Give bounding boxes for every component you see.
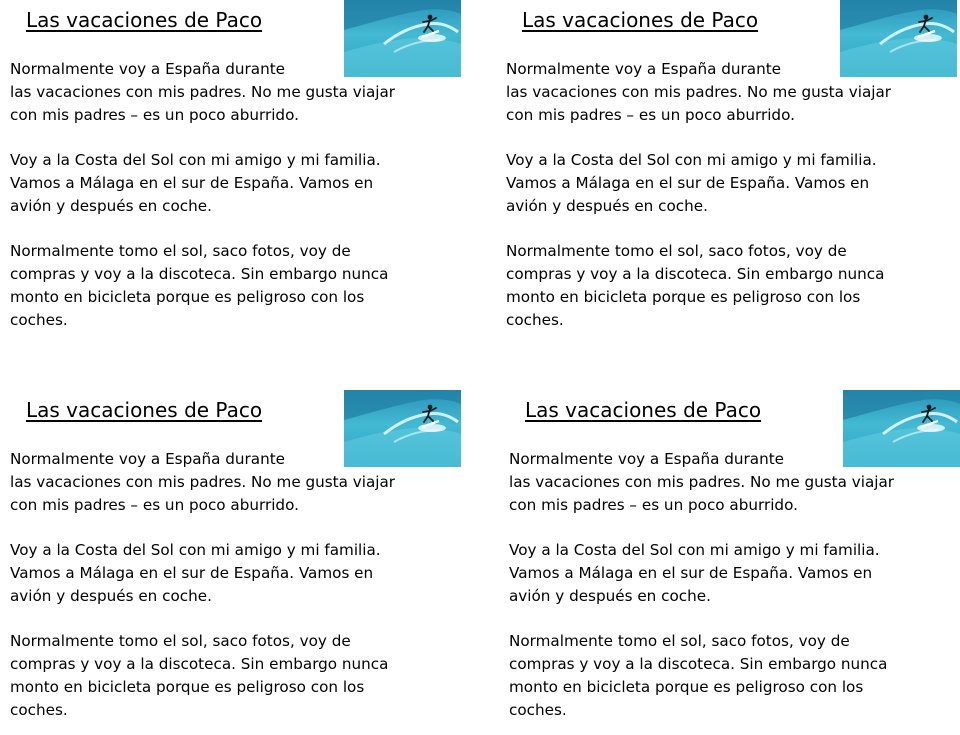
text-line: monto en bicicleta porque es peligroso con los [506,287,861,306]
paragraph [10,448,470,516]
text-line: con mis padres – es un poco aburrido. [10,495,299,514]
text-line: Normalmente voy a España durante [509,450,785,468]
text-line: coches. [506,310,564,329]
card-title: Las vacaciones de Paco [525,398,762,422]
text-line: con mis padres – es un poco aburrido. [509,495,798,514]
text-line: Normalmente tomo el sol, saco fotos, voy de [509,632,850,651]
text-line: las vacaciones con mis padres. No me gusta viajar [509,472,895,491]
text-line: Vamos a Málaga en el sur de España. Vamos en [10,173,374,192]
text-line: Normalmente tomo el sol, saco fotos, voy de [10,242,351,261]
text-line: coches. [10,700,68,719]
card-1 [10,0,480,345]
paragraph-gap [509,608,960,631]
text-line: Vamos a Málaga en el sur de España. Vamos en [509,563,873,582]
paragraph-gap [509,516,960,539]
paragraph [509,448,960,516]
text-line: Normalmente voy a España durante [10,60,286,78]
text-line: Voy a la Costa del Sol con mi amigo y mi familia. [506,151,877,170]
paragraph-gap [10,608,470,631]
text-line: compras y voy a la discoteca. Sin embargo nunca [10,655,389,674]
paragraph-gap [10,218,470,241]
card-2 [506,0,960,345]
text-line: avión y después en coche. [509,586,711,605]
paragraph [10,58,470,126]
text-line: con mis padres – es un poco aburrido. [10,105,299,124]
paragraph [10,539,470,607]
text-line: monto en bicicleta porque es peligroso con los [509,677,864,696]
text-line: las vacaciones con mis padres. No me gusta viajar [10,472,396,491]
paragraph-gap [506,218,960,241]
card-body [10,448,470,722]
paragraph [10,149,470,217]
card-3 [10,390,480,735]
text-line: Normalmente tomo el sol, saco fotos, voy de [10,632,351,651]
paragraph [10,630,470,721]
paragraph [509,630,960,721]
paragraph [506,58,960,126]
text-line: compras y voy a la discoteca. Sin embargo nunca [10,265,389,284]
text-line: Normalmente voy a España durante [506,60,782,78]
paragraph [10,240,470,331]
card-title: Las vacaciones de Paco [26,398,263,422]
paragraph-gap [10,516,470,539]
text-line: monto en bicicleta porque es peligroso con los [10,677,365,696]
text-line: coches. [10,310,68,329]
card-title: Las vacaciones de Paco [522,8,759,32]
paragraph [509,539,960,607]
card-4 [509,390,960,735]
card-title: Las vacaciones de Paco [26,8,263,32]
text-line: las vacaciones con mis padres. No me gusta viajar [10,82,396,101]
paragraph [506,149,960,217]
card-body [506,58,960,332]
paragraph-gap [506,126,960,149]
text-line: Vamos a Málaga en el sur de España. Vamos en [506,173,870,192]
text-line: monto en bicicleta porque es peligroso con los [10,287,365,306]
text-line: Vamos a Málaga en el sur de España. Vamos en [10,563,374,582]
text-line: Normalmente tomo el sol, saco fotos, voy de [506,242,847,261]
text-line: avión y después en coche. [10,196,212,215]
text-line: Normalmente voy a España durante [10,450,286,468]
text-line: compras y voy a la discoteca. Sin embargo nunca [506,265,885,284]
text-line: avión y después en coche. [506,196,708,215]
paragraph [506,240,960,331]
text-line: compras y voy a la discoteca. Sin embargo nunca [509,655,888,674]
text-line: coches. [509,700,567,719]
text-line: Voy a la Costa del Sol con mi amigo y mi familia. [10,541,381,560]
text-line: Voy a la Costa del Sol con mi amigo y mi familia. [10,151,381,170]
card-body [509,448,960,722]
text-line: las vacaciones con mis padres. No me gusta viajar [506,82,892,101]
card-body [10,58,470,332]
text-line: con mis padres – es un poco aburrido. [506,105,795,124]
text-line: avión y después en coche. [10,586,212,605]
text-line: Voy a la Costa del Sol con mi amigo y mi familia. [509,541,880,560]
paragraph-gap [10,126,470,149]
